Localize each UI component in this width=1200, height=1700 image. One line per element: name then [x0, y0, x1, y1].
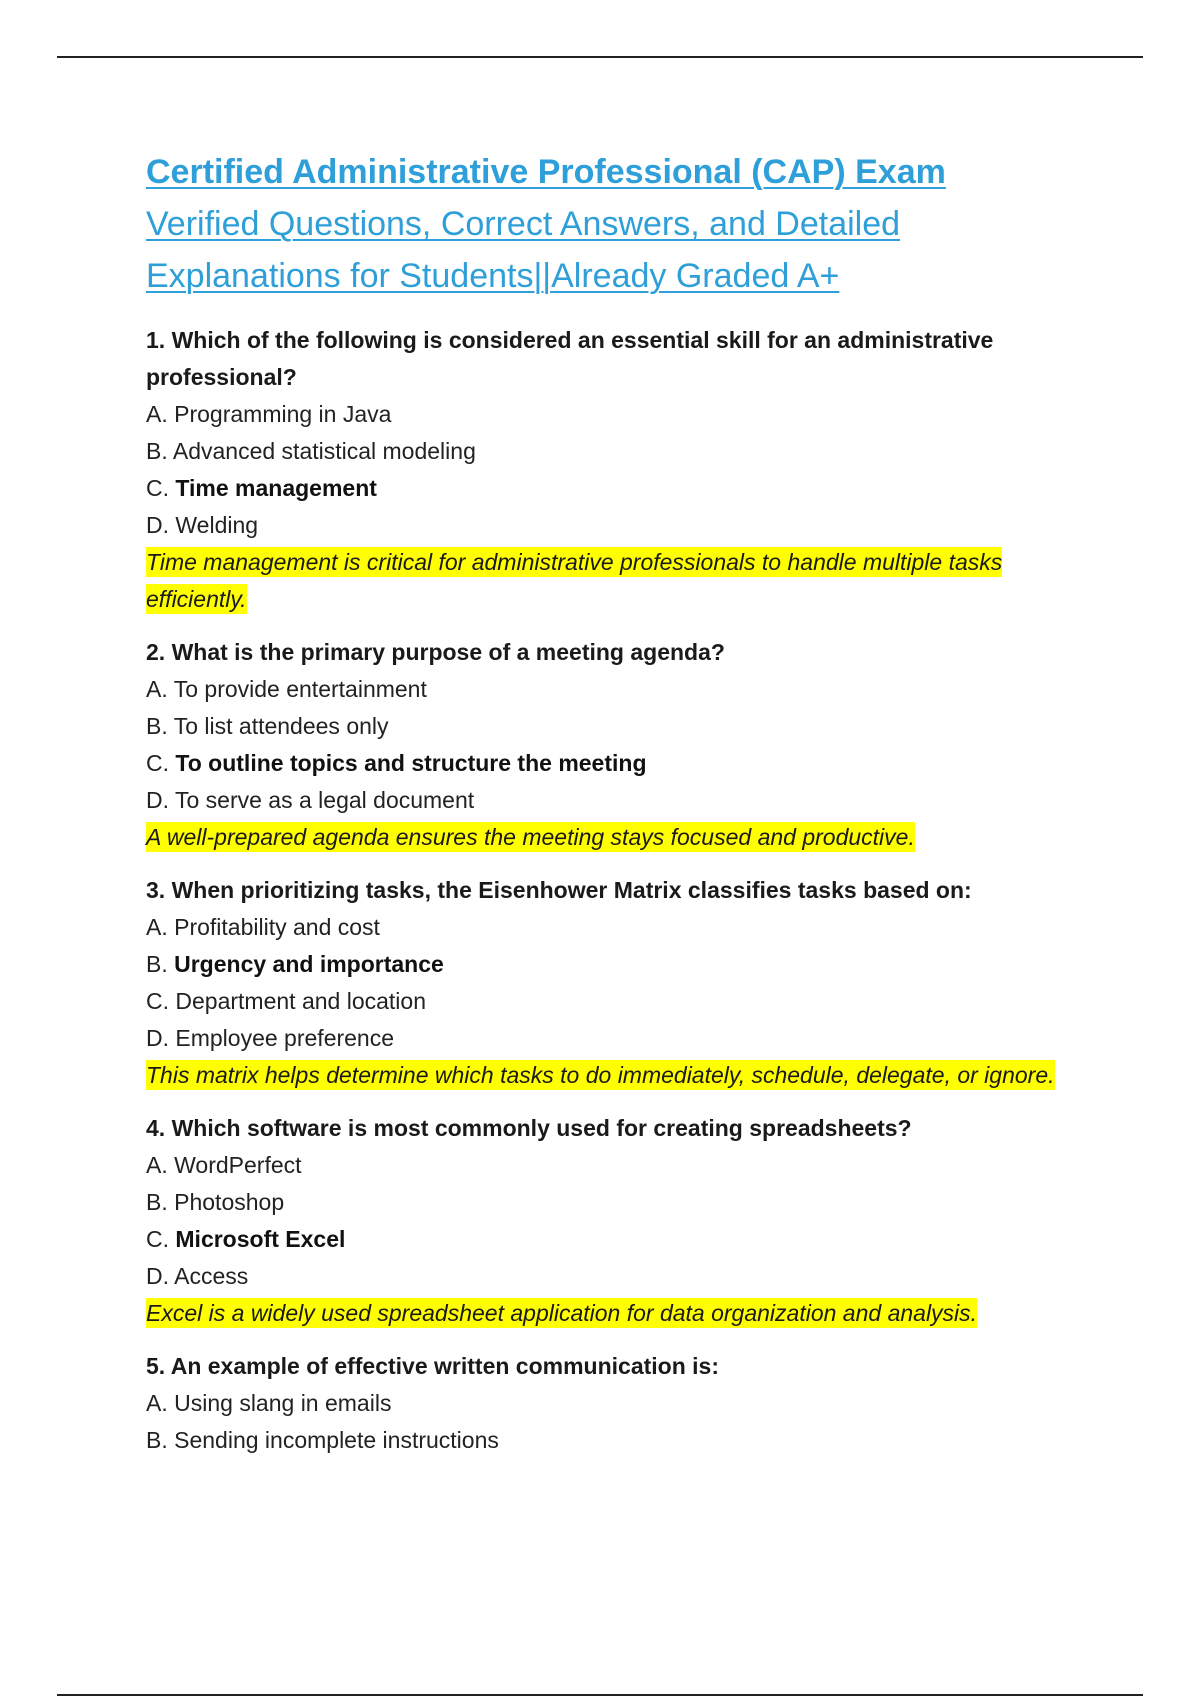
option-b: B. Advanced statistical modeling: [146, 438, 476, 464]
question-text: 5. An example of effective written communication is:: [146, 1353, 720, 1379]
question-5: [146, 1348, 1076, 1459]
question-text: 2. What is the primary purpose of a meeting agenda?: [146, 639, 725, 665]
option-a: A. To provide entertainment: [146, 676, 427, 702]
question-3: [146, 872, 1076, 1094]
option-b: B. Photoshop: [146, 1189, 285, 1215]
title-link-line3[interactable]: Explanations for Students||Already Graded A+: [146, 257, 840, 295]
question-text: 1. Which of the following is considered an essential skill for an administrative professional?: [146, 327, 994, 390]
option-d: D. To serve as a legal document: [146, 787, 475, 813]
top-rule: [57, 56, 1143, 58]
explanation-highlight: This matrix helps determine which tasks to do immediately, schedule, delegate, or ignore.: [146, 1062, 1055, 1088]
question-text: 4. Which software is most commonly used for creating spreadsheets?: [146, 1115, 912, 1141]
question-text: 3. When prioritizing tasks, the Eisenhower Matrix classifies tasks based on:: [146, 877, 972, 903]
option-d: D. Welding: [146, 512, 259, 538]
option-a: A. Profitability and cost: [146, 914, 380, 940]
document-title: [146, 146, 1076, 302]
option-b: B. Sending incomplete instructions: [146, 1427, 499, 1453]
option-a: A. Programming in Java: [146, 401, 392, 427]
title-link-line1[interactable]: Certified Administrative Professional (CAP) Exam: [146, 153, 946, 191]
option-a: A. Using slang in emails: [146, 1390, 392, 1416]
question-2: [146, 634, 1076, 856]
question-1: [146, 322, 1076, 618]
option-a: A. WordPerfect: [146, 1152, 302, 1178]
document-body: [146, 146, 1076, 1475]
option-c-correct: C. Microsoft Excel: [146, 1226, 346, 1252]
option-c: C. Department and location: [146, 988, 426, 1014]
question-4: [146, 1110, 1076, 1332]
bottom-rule: [57, 1694, 1143, 1696]
option-c-correct: C. Time management: [146, 475, 377, 501]
option-d: D. Employee preference: [146, 1025, 395, 1051]
option-b: B. To list attendees only: [146, 713, 389, 739]
explanation-highlight: A well-prepared agenda ensures the meeting stays focused and productive.: [146, 824, 915, 850]
option-d: D. Access: [146, 1263, 249, 1289]
option-b-correct: B. Urgency and importance: [146, 951, 444, 977]
title-link-line2[interactable]: Verified Questions, Correct Answers, and Detailed: [146, 205, 901, 243]
explanation-highlight: Excel is a widely used spreadsheet application for data organization and analysis.: [146, 1300, 978, 1326]
explanation-highlight: Time management is critical for administrative professionals to handle multiple tasks efficiently.: [146, 549, 1003, 612]
option-c-correct: C. To outline topics and structure the meeting: [146, 750, 647, 776]
